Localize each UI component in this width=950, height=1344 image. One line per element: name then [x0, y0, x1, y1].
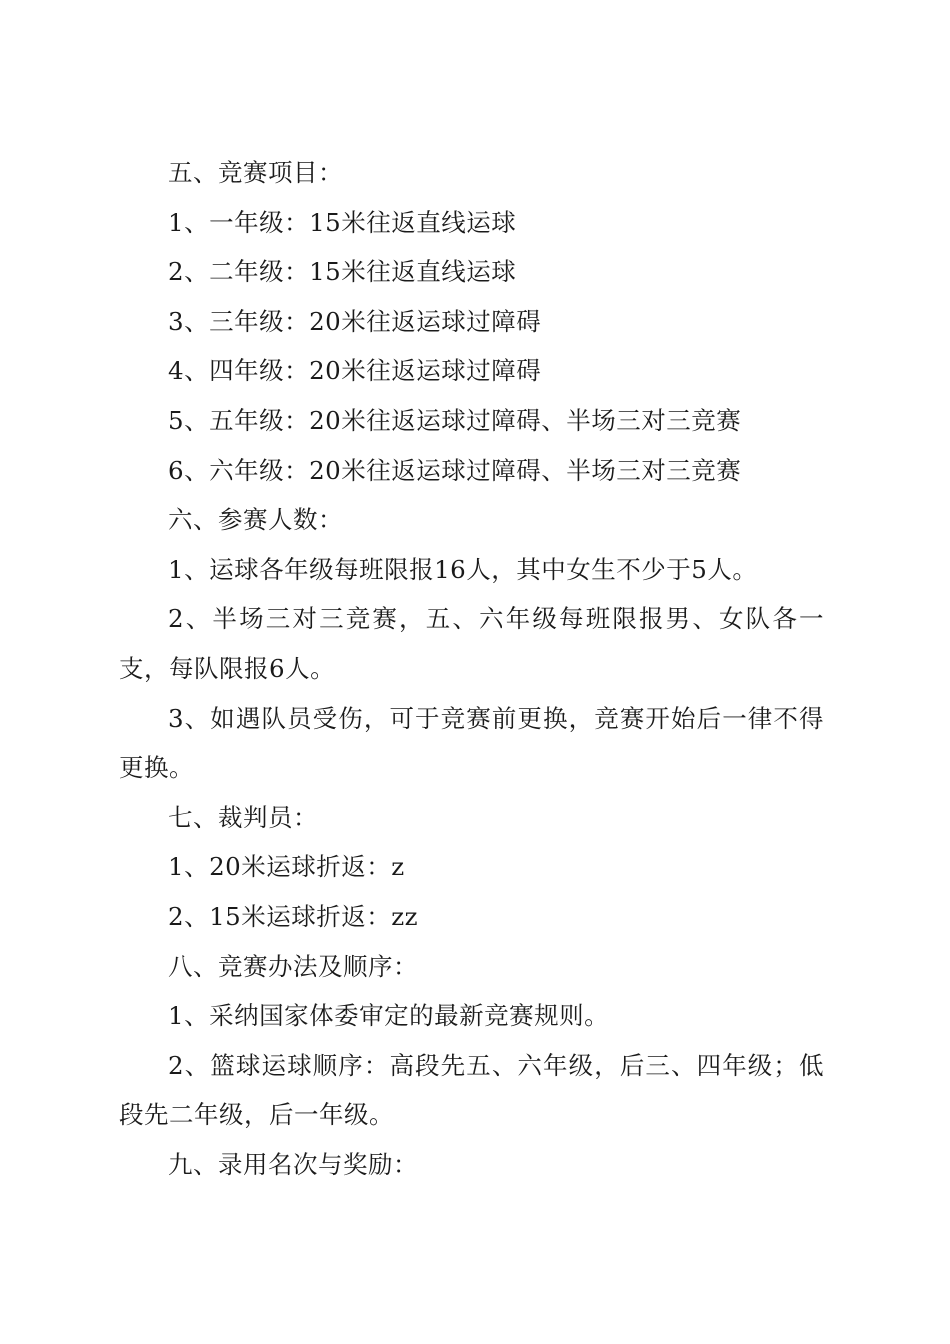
section-heading-ranking-awards: 九、录用名次与奖励：	[168, 1149, 418, 1179]
event-item-grade-4: 4、四年级：20米往返运球过障碍	[168, 356, 542, 386]
referee-item-1: 1、20米运球折返：z	[168, 852, 405, 882]
method-item-2: 2、篮球运球顺序：高段先五、六年级，后三、四年级；低段先二年级，后一年级。	[119, 1050, 824, 1130]
event-item-grade-1: 1、一年级：15米往返直线运球	[168, 207, 517, 237]
section-heading-participants: 六、参赛人数：	[168, 505, 343, 535]
document-body	[119, 148, 824, 1189]
event-item-grade-2: 2、二年级：15米往返直线运球	[168, 257, 517, 287]
section-heading-method-order: 八、竞赛办法及顺序：	[168, 951, 418, 981]
event-item-grade-5: 5、五年级：20米往返运球过障碍、半场三对三竞赛	[168, 405, 742, 435]
referee-item-2: 2、15米运球折返：zz	[168, 901, 419, 931]
section-heading-referees: 七、裁判员：	[168, 802, 318, 832]
participants-item-1: 1、运球各年级每班限报16人，其中女生不少于5人。	[168, 554, 758, 584]
event-item-grade-3: 3、三年级：20米往返运球过障碍	[168, 306, 542, 336]
participants-item-2: 2、半场三对三竞赛，五、六年级每班限报男、女队各一支，每队限报6人。	[119, 604, 824, 683]
method-item-1: 1、采纳国家体委审定的最新竞赛规则。	[168, 1001, 610, 1031]
event-item-grade-6: 6、六年级：20米往返运球过障碍、半场三对三竞赛	[168, 455, 742, 485]
participants-item-3: 3、如遇队员受伤，可于竞赛前更换，竞赛开始后一律不得更换。	[119, 703, 824, 783]
section-heading-events: 五、竞赛项目：	[168, 158, 343, 187]
